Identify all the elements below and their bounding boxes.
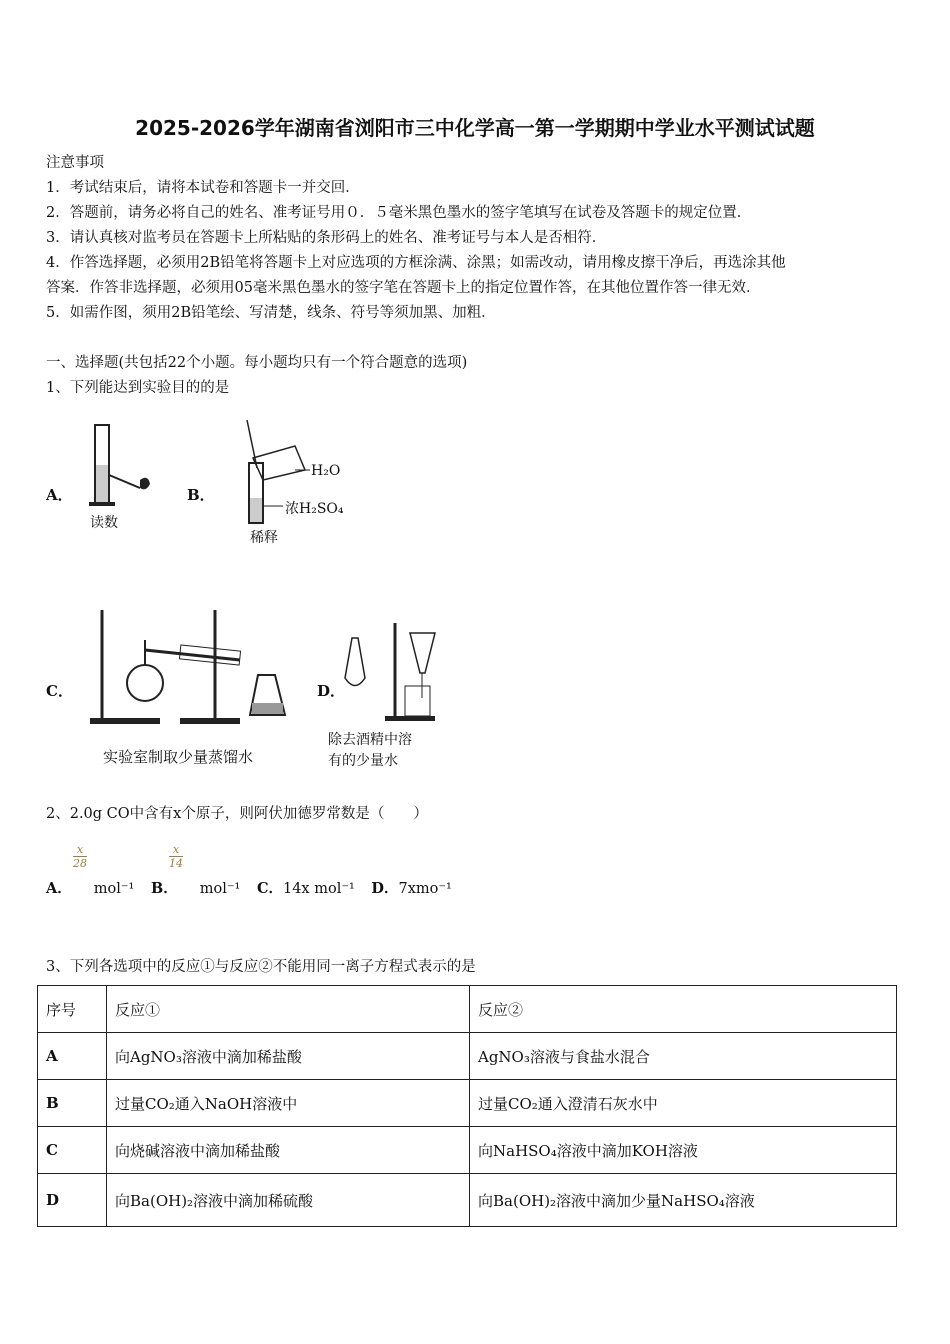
notice-item: 2．答题前，请务必将自己的姓名、准考证号用０．５毫米黑色墨水的签字笔填写在试卷及答题卡的规定位置． xyxy=(46,205,752,221)
notice-item: 答案．作答非选择题，必须用05毫米黑色墨水的签字笔在答题卡上的指定位置作答，在其他位置作答一律无效． xyxy=(46,280,761,296)
fraction-b-denominator: 14 xyxy=(169,857,183,870)
water-label: H₂O xyxy=(311,463,341,479)
reaction-2-cell: 向NaHSO₄溶液中滴加KOH溶液 xyxy=(470,1127,897,1174)
option-b-label: B． xyxy=(150,880,178,897)
table-header-row xyxy=(38,986,897,1033)
reaction-table xyxy=(37,985,897,1227)
option-a-label: A． xyxy=(46,486,73,504)
section-heading: 一、选择题(共包括22个小题。每小题均只有一个符合题意的选项) xyxy=(46,355,468,371)
table-row xyxy=(38,1033,897,1080)
reaction-1-cell: 向烧碱溶液中滴加稀盐酸 xyxy=(107,1127,470,1174)
option-d-label: D． xyxy=(317,682,346,700)
option-d-label: D． xyxy=(371,880,399,897)
fraction-a-denominator: 28 xyxy=(73,857,87,870)
header-index: 序号 xyxy=(38,986,107,1033)
reaction-2-cell: 过量CO₂通入澄清石灰水中 xyxy=(470,1080,897,1127)
notice-item: 4．作答选择题，必须用2B铅笔将答题卡上对应选项的方框涂满、涂黑；如需改动，请用橡皮擦干净后，再选涂其他 xyxy=(46,255,786,271)
caption-reading: 读数 xyxy=(90,515,118,531)
header-reaction-2: 反应② xyxy=(470,986,897,1033)
row-key: C xyxy=(38,1127,107,1174)
fraction-b xyxy=(169,843,183,870)
option-c-label: C． xyxy=(256,880,283,897)
notice-heading: 注意事项 xyxy=(46,155,104,171)
caption-distillation: 实验室制取少量蒸馏水 xyxy=(103,748,254,766)
notice-item: 3．请认真核对监考员在答题卡上所粘贴的条形码上的姓名、准考证号与本人是否相符． xyxy=(46,230,607,246)
page-title: 2025-2026学年湖南省浏阳市三中化学高一第一学期期中学业水平测试试题 xyxy=(135,116,815,140)
caption-dilution: 稀释 xyxy=(250,530,278,546)
caption-separation-line2: 有的少量水 xyxy=(328,753,398,769)
conc-sulfuric-acid-label: 浓H₂SO₄ xyxy=(285,501,344,517)
option-b-label: B． xyxy=(187,486,215,504)
separatory-funnel-diagram xyxy=(340,618,445,723)
reaction-1-cell: 向AgNO₃溶液中滴加稀盐酸 xyxy=(107,1033,470,1080)
row-key: B xyxy=(38,1080,107,1127)
table-row xyxy=(38,1127,897,1174)
option-b-text: mol⁻¹ xyxy=(199,881,241,897)
row-key: D xyxy=(38,1174,107,1227)
distillation-apparatus-diagram xyxy=(90,605,295,730)
option-c-text: 14x mol⁻¹ xyxy=(282,881,355,897)
option-a-label: A． xyxy=(46,880,72,897)
notice-item: 1．考试结束后，请将本试卷和答题卡一并交回． xyxy=(46,180,360,196)
reaction-2-cell: 向Ba(OH)₂溶液中滴加少量NaHSO₄溶液 xyxy=(470,1174,897,1227)
question-3-stem: 3、下列各选项中的反应①与反应②不能用同一离子方程式表示的是 xyxy=(46,959,476,975)
notice-item: 5．如需作图，须用2B铅笔绘、写清楚，线条、符号等须加黑、加粗． xyxy=(46,305,496,321)
reaction-1-cell: 过量CO₂通入NaOH溶液中 xyxy=(107,1080,470,1127)
option-c-label: C． xyxy=(46,682,73,700)
row-key: A xyxy=(38,1033,107,1080)
question-2-options xyxy=(46,877,452,898)
question-1-stem: 1、下列能达到实验目的的是 xyxy=(46,380,230,396)
reaction-2-cell: AgNO₃溶液与食盐水混合 xyxy=(470,1033,897,1080)
caption-separation-line1: 除去酒精中溶 xyxy=(328,732,412,748)
header-reaction-1: 反应① xyxy=(107,986,470,1033)
fraction-a xyxy=(73,843,87,870)
fraction-a-numerator: x xyxy=(73,843,87,857)
table-row xyxy=(38,1174,897,1227)
reaction-1-cell: 向Ba(OH)₂溶液中滴加稀硫酸 xyxy=(107,1174,470,1227)
table-row xyxy=(38,1080,897,1127)
fraction-b-numerator: x xyxy=(169,843,183,857)
option-d-text: 7xmo⁻¹ xyxy=(398,881,452,897)
question-2-stem: 2、2.0g CO中含有x个原子，则阿伏加德罗常数是（ ） xyxy=(46,806,428,822)
graduated-cylinder-reading-diagram xyxy=(85,420,165,510)
option-a-text: mol⁻¹ xyxy=(93,881,135,897)
